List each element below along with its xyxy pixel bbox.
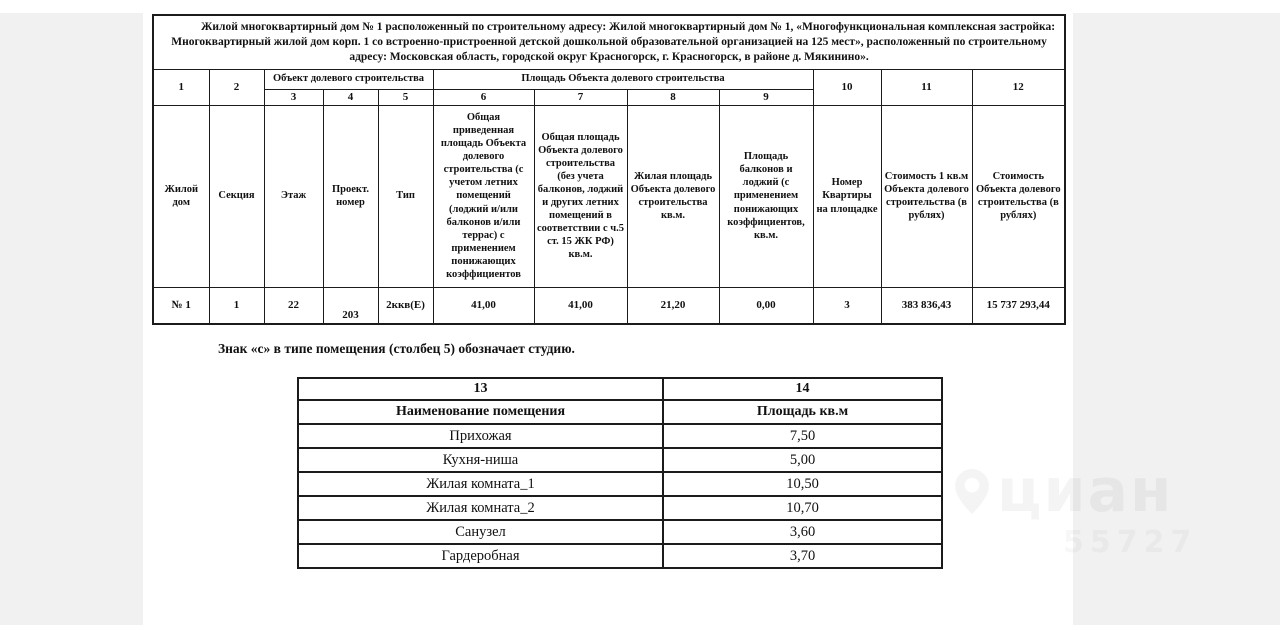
room-area: 10,70 (663, 496, 942, 520)
desc-project-number: Проект. номер (323, 105, 378, 287)
value-house: № 1 (153, 287, 209, 324)
col-number-9: 9 (719, 89, 813, 105)
room-row-bathroom (298, 520, 942, 544)
table-title: Жилой многоквартирный дом № 1 расположенный по строительному адресу: Жилой многоквартирный дом № 1, «Многофункциональная комплексная застройка: Многоквартирный жилой дом корп. 1 со встроенно-пристроенной детской дошкольной образовательной организацией на 125 мест», расположенный по строительному адресу: Московская область, городской округ Красногорск, г. Красногорск, в районе д. Мякинино». (153, 15, 1065, 69)
rooms-table (297, 377, 943, 569)
studio-note: Знак «с» в типе помещения (столбец 5) обозначает студию. (218, 341, 575, 356)
room-area: 10,50 (663, 472, 942, 496)
header-room-area: Площадь кв.м (663, 400, 942, 424)
value-floor: 22 (264, 287, 323, 324)
room-row-living2 (298, 496, 942, 520)
value-price-per-sqm: 383 836,43 (881, 287, 972, 324)
room-name: Гардеробная (298, 544, 663, 568)
value-total-area: 41,00 (534, 287, 627, 324)
rooms-header-row (298, 400, 942, 424)
column-description-row (153, 105, 1065, 287)
room-row-kitchen (298, 448, 942, 472)
col-number-1: 1 (153, 69, 209, 105)
room-area: 5,00 (663, 448, 942, 472)
value-living-area: 21,20 (627, 287, 719, 324)
room-name: Жилая комната_1 (298, 472, 663, 496)
col-number-13: 13 (298, 378, 663, 400)
col-number-7: 7 (534, 89, 627, 105)
col-number-10: 10 (813, 69, 881, 105)
col-number-11: 11 (881, 69, 972, 105)
desc-total-reduced-area: Общая приведенная площадь Объекта долевого строительства (с учетом летних помещений (лоджий и/или балконов и/или террас) с применением понижающих коэффициентов (433, 105, 534, 287)
value-balcony-area: 0,00 (719, 287, 813, 324)
col-number-12: 12 (972, 69, 1065, 105)
col-number-2: 2 (209, 69, 264, 105)
group-header-object: Объект долевого строительства (264, 69, 433, 89)
room-name: Санузел (298, 520, 663, 544)
rooms-number-row (298, 378, 942, 400)
value-section: 1 (209, 287, 264, 324)
room-row-wardrobe (298, 544, 942, 568)
table-title-row (153, 15, 1065, 69)
column-number-row (153, 69, 1065, 89)
col-number-3: 3 (264, 89, 323, 105)
col-number-6: 6 (433, 89, 534, 105)
desc-house: Жилой дом (153, 105, 209, 287)
group-header-area: Площадь Объекта долевого строительства (433, 69, 813, 89)
data-row (153, 287, 1065, 324)
desc-living-area: Жилая площадь Объекта долевого строительства кв.м. (627, 105, 719, 287)
main-table (152, 14, 1066, 325)
room-name: Кухня-ниша (298, 448, 663, 472)
room-row-hallway (298, 424, 942, 448)
desc-floor: Этаж (264, 105, 323, 287)
col-number-5: 5 (378, 89, 433, 105)
desc-total-area: Общая площадь Объекта долевого строительства (без учета балконов, лоджий и других летних помещений в соответствии с ч.5 ст. 15 ЖК РФ) кв.м. (534, 105, 627, 287)
col-number-14: 14 (663, 378, 942, 400)
room-area: 3,60 (663, 520, 942, 544)
desc-price-per-sqm: Стоимость 1 кв.м Объекта долевого строительства (в рублях) (881, 105, 972, 287)
room-area: 7,50 (663, 424, 942, 448)
room-row-living1 (298, 472, 942, 496)
value-type: 2ккв(Е) (378, 287, 433, 324)
col-number-4: 4 (323, 89, 378, 105)
desc-section: Секция (209, 105, 264, 287)
map-pin-icon (955, 469, 989, 514)
desc-balcony-area: Площадь балконов и лоджий (с применением понижающих коэффициентов, кв.м. (719, 105, 813, 287)
room-name: Жилая комната_2 (298, 496, 663, 520)
desc-type: Тип (378, 105, 433, 287)
value-flat-number: 3 (813, 287, 881, 324)
value-total-reduced-area: 41,00 (433, 287, 534, 324)
room-area: 3,70 (663, 544, 942, 568)
value-project-number: 203 (323, 287, 378, 324)
desc-flat-number: Номер Квартиры на площадке (813, 105, 881, 287)
value-total-price: 15 737 293,44 (972, 287, 1065, 324)
header-room-name: Наименование помещения (298, 400, 663, 424)
desc-total-price: Стоимость Объекта долевого строительства (в рублях) (972, 105, 1065, 287)
col-number-8: 8 (627, 89, 719, 105)
document-sheet (143, 13, 1073, 625)
room-name: Прихожая (298, 424, 663, 448)
